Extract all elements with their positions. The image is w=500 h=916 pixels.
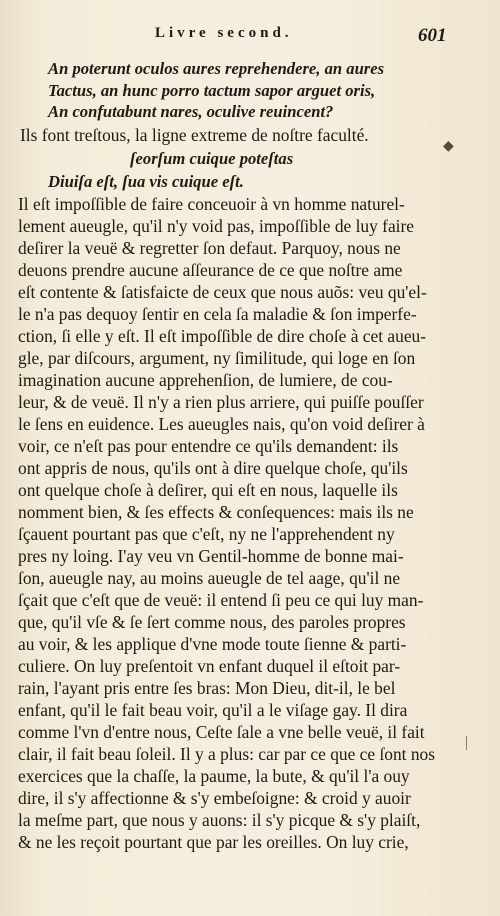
body-line: imagination aucune apprehenſion, de lumiere, de cou- [18,370,393,390]
verse-line: An poterunt oculos aures reprehendere, an aures [48,59,385,78]
body-line: nomment bien, & ſes effects & conſequences: mais ils ne [18,502,414,522]
body-line: eſt contente & ſatisfaicte de ceux que nous auõs: veu qu'el- [18,282,427,302]
body-line: le ſens en euidence. Les aueugles nais, qu'on void deſirer à [18,414,425,434]
body-line: gle, par diſcours, argument, ny ſimilitude, qui loge en ſon [18,348,416,368]
verse-line: Tactus, an hunc porro tactum sapor arguet oris, [48,81,376,100]
running-title: Livre second. [155,25,293,41]
body-line: le n'a pas dequoy ſentir en cela ſa maladie & ſon imperfe- [18,304,417,324]
body-line: ſçauent pourtant pas que c'eſt, ny ne l'apprehendent ny [18,524,395,544]
body-line: au voir, & les applique d'vne mode toute ſienne & parti- [18,634,407,654]
body-line: que, qu'il vſe & ſe ſert comme nous, des paroles propres [18,612,406,632]
body-line: dire, il s'y affectionne & s'y embeſoigne: & croid y auoir [18,788,411,808]
body-line: exercices que la chaſſe, la paume, la bute, & qu'il l'a ouy [18,766,410,786]
body-line: la meſme part, que nous y auons: il s'y picque & s'y plaiſt, [18,810,421,830]
margin-mark-icon: ◆ [443,138,454,154]
body-line: pres ny loing. I'ay veu vn Gentil-homme de bonne mai- [18,546,404,566]
body-line: & ne les reçoit pourtant que par les oreilles. On luy crie, [18,832,409,852]
body-line: ſçait que c'eſt que de veuë: il entend ſi peu ce qui luy man- [18,590,424,610]
prose-line: Ils font treſtous, la ligne extreme de noſtre faculté. [20,125,369,145]
body-line: ction, ſi elle y eſt. Il eſt impoſſible de dire choſe à cet aueu- [18,326,427,346]
body-line: clair, il fait beau ſoleil. Il y a plus: car par ce que ce ſont nos [18,744,436,764]
body-line: ſon, aueugle nay, au moins aueugle de tel aage, qu'il ne [18,568,401,588]
margin-tick-icon [466,736,467,750]
body-line: ont quelque choſe à deſirer, qui eſt en nous, laquelle ils [18,480,398,500]
verse-line: ſeorſum cuique poteſtas [130,149,294,168]
verse-line: Diuiſa eſt, ſua vis cuique eſt. [48,172,244,191]
verse-line: An confutabunt nares, oculive reuincent? [48,102,334,121]
page-number: 601 [418,25,447,46]
body-line: rain, l'ayant pris entre ſes bras: Mon Dieu, dit-il, le bel [18,678,396,698]
body-line: lement aueugle, qu'il n'y void pas, impoſſible de luy faire [18,216,415,236]
body-line: voir, ce n'eſt pas pour entendre ce qu'ils demandent: ils [18,436,399,456]
body-line: enfant, qu'il le fait beau voir, qu'il a le viſage gay. Il dira [18,700,408,720]
body-line: comme l'vn d'entre nous, Ceſte ſale a vne belle veuë, il fait [18,722,425,742]
body-line: deſirer la veuë & regretter ſon defaut. Parquoy, nous ne [18,238,401,258]
body-line: ont appris de nous, qu'ils ont à dire quelque choſe, qu'ils [18,458,408,478]
body-line: leur, & de veuë. Il n'y a rien plus arriere, qui puiſſe pouſſer [18,392,424,412]
body-line: Il eſt impoſſible de faire conceuoir à vn homme naturel- [18,194,405,214]
page-header [0,25,500,51]
body-line: culiere. On luy preſentoit vn enfant duquel il eſtoit par- [18,656,401,676]
body-line: deuons prendre aucune aſſeurance de ce que noſtre ame [18,260,403,280]
